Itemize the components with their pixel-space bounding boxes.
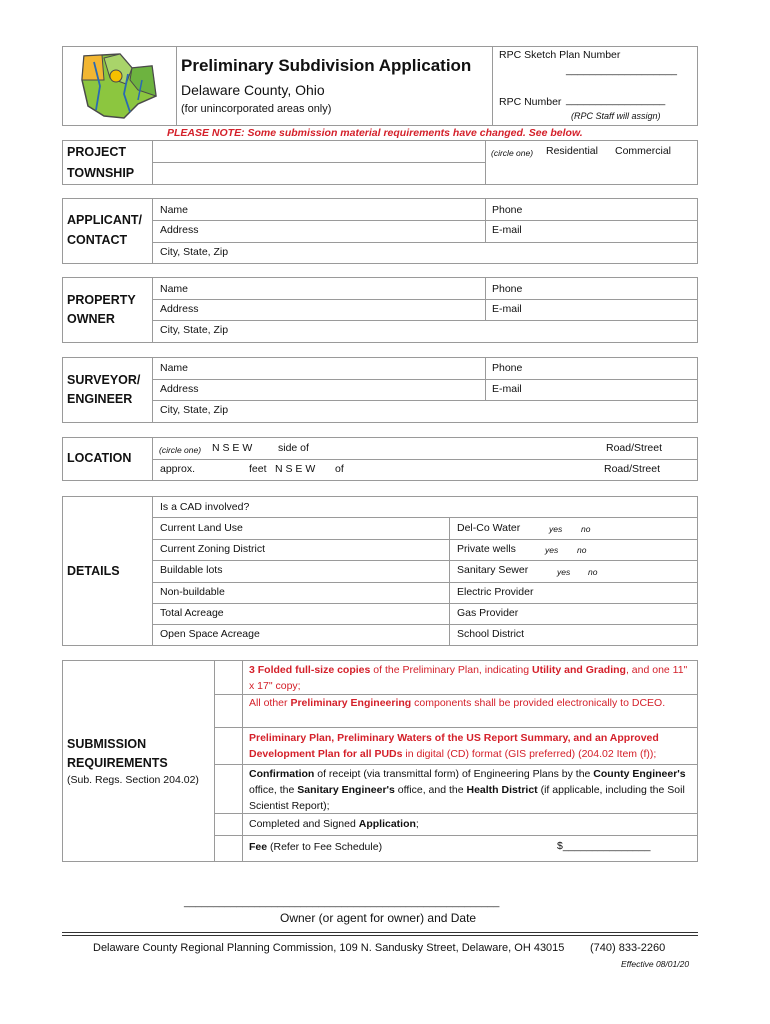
requirement-digital-format	[249, 730, 689, 762]
req3-text: in digital (CD) format (GIS preferred) (204.02 Item (f));	[402, 748, 657, 760]
owner-phone-label: Phone	[492, 283, 523, 295]
rpc-number-blank[interactable]: _________________	[566, 94, 666, 106]
applicant-line-2	[152, 242, 698, 243]
water-yes-option[interactable]: yes	[549, 524, 563, 534]
owner-divider	[152, 277, 153, 343]
details-left-row: Current Land Use	[160, 522, 243, 534]
applicant-heading-2: CONTACT	[67, 233, 128, 247]
residential-option[interactable]: Residential	[546, 145, 598, 157]
county-subtitle: Delaware County, Ohio	[181, 82, 325, 98]
wells-yes-option[interactable]: yes	[545, 545, 559, 555]
submission-line-5	[214, 835, 698, 836]
details-line-2	[152, 539, 698, 540]
cad-question: Is a CAD involved?	[160, 501, 250, 513]
applicant-name-label: Name	[160, 204, 189, 216]
footer-address: Delaware County Regional Planning Commission, 109 N. Sandusky Street, Delaware, OH 43015	[93, 942, 565, 954]
req1-text-2: , and one 11" x 17" copy;	[249, 664, 688, 692]
submission-heading-1: SUBMISSION	[67, 737, 147, 751]
surveyor-heading-1: SURVEYOR/	[67, 373, 141, 387]
unincorporated-note: (for unincorporated areas only)	[181, 103, 332, 115]
details-line-6	[152, 624, 698, 625]
submission-heading-2: REQUIREMENTS	[67, 756, 168, 770]
details-left-row: Open Space Acreage	[160, 628, 260, 640]
details-left-row: Total Acreage	[160, 607, 224, 619]
please-note-banner: PLEASE NOTE: Some submission material requirements have changed. See below.	[167, 127, 583, 139]
requirement-confirmation	[249, 766, 689, 814]
applicant-box	[62, 198, 698, 264]
applicant-phone-label: Phone	[492, 204, 523, 216]
surveyor-city-label: City, State, Zip	[160, 404, 229, 416]
header-divider-1	[176, 46, 177, 126]
details-line-4	[152, 582, 698, 583]
location-road-street-2: Road/Street	[604, 463, 661, 475]
req4-text-3: office, and the	[394, 784, 467, 796]
requirement-folded-copies	[249, 662, 689, 694]
req4-text-2: office, the	[249, 784, 298, 796]
commercial-option[interactable]: Commercial	[615, 145, 672, 157]
details-right-row: School District	[457, 628, 525, 640]
req1-bold-2: Utility and Grading	[532, 664, 626, 676]
location-feet: feet	[249, 463, 267, 475]
surveyor-line-1	[152, 379, 698, 380]
location-approx: approx.	[160, 463, 196, 475]
req1-text-1: of the Preliminary Plan, indicating	[370, 664, 533, 676]
owner-email-label: E-mail	[492, 303, 522, 315]
req4-bold-3: Sanitary Engineer's	[297, 784, 395, 796]
applicant-divider	[152, 198, 153, 264]
requirement-preliminary-engineering	[249, 695, 689, 711]
applicant-line-1	[152, 220, 698, 221]
details-line-5	[152, 603, 698, 604]
applicant-col-divider	[485, 198, 486, 242]
req4-bold-2: County Engineer's	[593, 768, 686, 780]
wells-no-option[interactable]: no	[577, 545, 587, 555]
req5-bold: Application	[358, 818, 416, 830]
req6-bold: Fee	[249, 841, 268, 853]
owner-col-divider	[485, 277, 486, 320]
sketch-plan-blank[interactable]: ___________________	[566, 64, 677, 76]
location-of: of	[335, 463, 344, 475]
applicant-city-label: City, State, Zip	[160, 246, 229, 258]
footer-rule-2	[62, 935, 698, 936]
owner-line-1	[152, 299, 698, 300]
project-label: PROJECT	[67, 145, 127, 159]
applicant-address-label: Address	[160, 224, 199, 236]
rpc-number-label: RPC Number	[499, 96, 562, 108]
req1-bold-1: 3 Folded full-size copies	[249, 664, 371, 676]
details-left-row: Buildable lots	[160, 564, 223, 576]
sewer-yes-option[interactable]: yes	[557, 567, 571, 577]
surveyor-line-2	[152, 400, 698, 401]
submission-section-ref: (Sub. Regs. Section 204.02)	[67, 774, 199, 786]
req2-text-1: All other	[249, 697, 291, 709]
surveyor-heading-2: ENGINEER	[67, 392, 133, 406]
footer-rule-1	[62, 932, 698, 933]
water-no-option[interactable]: no	[581, 524, 591, 534]
surveyor-box	[62, 357, 698, 423]
owner-heading-1: PROPERTY	[67, 293, 136, 307]
fee-amount-blank[interactable]: $_______________	[557, 840, 651, 852]
owner-address-label: Address	[160, 303, 199, 315]
details-right-row: Private wells	[457, 543, 516, 555]
location-side-of: side of	[278, 442, 309, 454]
owner-name-label: Name	[160, 283, 189, 295]
details-right-row: Electric Provider	[457, 586, 534, 598]
owner-heading-2: OWNER	[67, 312, 115, 326]
project-mid-line	[152, 162, 485, 163]
req6-text: (Refer to Fee Schedule)	[267, 841, 383, 853]
signature-caption: Owner (or agent for owner) and Date	[280, 911, 477, 925]
location-circle-one: (circle one)	[159, 445, 202, 455]
project-divider-2	[485, 140, 486, 185]
surveyor-address-label: Address	[160, 383, 199, 395]
owner-city-label: City, State, Zip	[160, 324, 229, 336]
details-heading: DETAILS	[67, 564, 120, 578]
surveyor-email-label: E-mail	[492, 383, 522, 395]
req4-bold-1: Confirmation	[249, 768, 315, 780]
project-circle-one: (circle one)	[491, 148, 534, 158]
details-left-row: Non-buildable	[160, 586, 225, 598]
page-title: Preliminary Subdivision Application	[181, 56, 472, 75]
applicant-email-label: E-mail	[492, 224, 522, 236]
county-map-logo	[80, 50, 160, 122]
surveyor-name-label: Name	[160, 362, 189, 374]
location-directions-1[interactable]: N S E W	[212, 442, 253, 454]
surveyor-divider	[152, 357, 153, 423]
surveyor-col-divider	[485, 357, 486, 400]
footer-phone: (740) 833-2260	[590, 942, 666, 954]
req4-text-1: of receipt (via transmittal form) of Engineering Plans by the	[314, 768, 594, 780]
surveyor-phone-label: Phone	[492, 362, 523, 374]
township-label: TOWNSHIP	[67, 166, 135, 180]
details-line-3	[152, 560, 698, 561]
req4-bold-4: Health District	[466, 784, 538, 796]
req2-text-2: components shall be provided electronically to DCEO.	[411, 697, 666, 709]
req2-bold: Preliminary Engineering	[290, 697, 412, 709]
location-road-street-1: Road/Street	[606, 442, 663, 454]
location-directions-2[interactable]: N S E W	[275, 463, 316, 475]
req4-text-4: (if applicable, including the Soil Scientist Report);	[249, 784, 685, 812]
details-left-row: Current Zoning District	[160, 543, 266, 555]
req5-text-2: ;	[415, 818, 419, 830]
details-line-1	[152, 517, 698, 518]
submission-line-2	[214, 727, 698, 728]
details-right-row: Gas Provider	[457, 607, 519, 619]
footer-effective-date: Effective 08/01/20	[621, 959, 690, 969]
req5-text-1: Completed and Signed	[249, 818, 359, 830]
sketch-plan-label: RPC Sketch Plan Number	[499, 49, 621, 61]
details-right-row: Sanitary Sewer	[457, 564, 529, 576]
owner-box	[62, 277, 698, 343]
submission-check-divider	[242, 660, 243, 862]
req3-bold: Preliminary Plan, Preliminary Waters of the US Report Summary, and an Approved Development Plan for all PUDs	[249, 732, 659, 760]
location-heading: LOCATION	[67, 451, 132, 465]
sewer-no-option[interactable]: no	[588, 567, 598, 577]
owner-line-2	[152, 320, 698, 321]
requirement-application	[249, 816, 689, 832]
header-divider-2	[492, 46, 493, 126]
details-right-row: Del-Co Water	[457, 522, 521, 534]
location-mid-line	[152, 459, 698, 460]
signature-line[interactable]: ______________________________________________________	[184, 896, 500, 908]
rpc-staff-note: (RPC Staff will assign)	[571, 111, 661, 121]
submission-divider	[214, 660, 215, 862]
applicant-heading-1: APPLICANT/	[67, 213, 142, 227]
submission-line-3	[214, 764, 698, 765]
